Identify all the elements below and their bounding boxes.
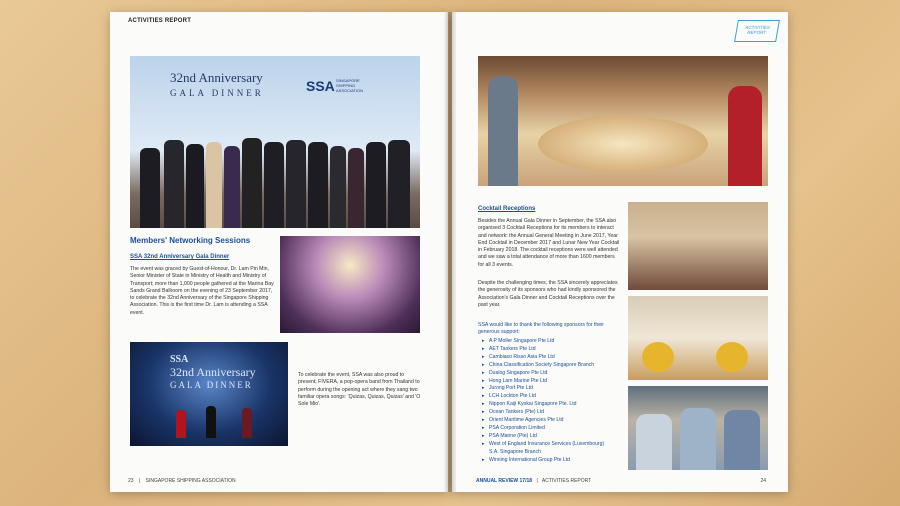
sponsor-thanks: SSA would like to thank the following sponsors for their generous support: — [478, 322, 605, 335]
sponsor-item: ▸ Jurong Port Pte Ltd — [482, 385, 609, 393]
cocktail-paragraph: Besides the Annual Gala Dinner in September, the SSA also organised 3 Cocktail Receptions for its members to interact and network: the Annual General Meeting in June 2017, Year End Cocktail in December 2017 and Lunar New Year Cocktail in February 2018. The cocktail receptions were well attended and we saw a total attendance of more than 1600 members for all 3 events. — [478, 218, 620, 268]
sponsors-paragraph: Despite the challenging times, the SSA sincerely appreciates the generosity of its sponsors who had kindly sponsored the Association's Gala Dinner and Cocktail Receptions over the past year. — [478, 280, 618, 308]
right-page-number: 24 — [760, 478, 766, 484]
sponsor-item: ▸ LCH Lockton Pte Ltd — [482, 393, 609, 401]
sponsor-item: ▸ Ocean Tankers (Pte) Ltd — [482, 409, 609, 417]
footer-section: ACTIVITIES REPORT — [541, 478, 592, 484]
sponsor-item: ▸ Cambiaso Risso Asia Pte Ltd — [482, 354, 609, 362]
sponsor-item: ▸ AET Tankers Pte Ltd — [482, 346, 609, 354]
sponsor-item: ▸ PSA Marine (Pte) Ltd — [482, 433, 609, 441]
cocktail-group-photo — [628, 202, 768, 290]
right-page — [452, 12, 788, 492]
sponsor-item: ▸ PSA Corporation Limited — [482, 425, 609, 433]
fivera-paragraph: To celebrate the event, SSA was also proud to present, FIVERA, a pop-opera band from Thailand to perform during the opening act where they sang two familiar opera songs: 'Quizas, Quizas, Quizas' and 'O Sole Mio'. — [298, 372, 421, 408]
group-of-people — [130, 128, 420, 228]
sponsor-item: ▸ A P Moller Singapore Pte Ltd — [482, 338, 609, 346]
gala-group-photo — [130, 56, 420, 228]
sponsor-item: ▸ Nippon Kaiji Kyokai Singapore Pte. Ltd — [482, 401, 609, 409]
three-guests-photo — [628, 386, 768, 470]
footer-label: ANNUAL REVIEW 17/18 — [476, 478, 533, 484]
stage-banner-logo: SSA — [170, 354, 189, 365]
lion-dance-photo — [628, 296, 768, 380]
sponsor-item: ▸ West of England Insurance Services (Luxembourg) S.A. Singapore Branch — [482, 441, 609, 457]
stage-performance-photo — [130, 342, 288, 446]
sponsor-item: ▸ Dualog Singapore Pte Ltd — [482, 370, 609, 378]
gala-banner-line1: 32nd Anniversary — [170, 70, 263, 85]
sponsor-item: ▸ China Classification Society Singapore Branch — [482, 362, 609, 370]
page-number: 23 — [128, 478, 134, 484]
sponsor-item: ▸ Hong Lam Marine Pte Ltd — [482, 378, 609, 386]
sponsor-item: ▸ Winning International Group Pte Ltd — [482, 457, 609, 465]
lohei-toss-photo — [478, 56, 768, 186]
sponsor-item: ▸ Orient Maritime Agencies Pte Ltd — [482, 417, 609, 425]
gala-paragraph: The event was graced by Guest-of-Honour, Dr. Lam Pin Min, Senior Minister of State in Ministry of Health and Ministry of Transport; more than 1,000 people gathered at the Marina Bay Sands Grand Ballroom on the evening of 23 September 2017, to celebrate the 32nd Anniversary of the Singapore Shipping Association. This is the first time Dr. Lam is attending a SSA event. — [130, 266, 274, 316]
sponsor-list — [482, 338, 609, 465]
left-page — [110, 12, 448, 492]
right-page-footer: ANNUAL REVIEW 17/18 | ACTIVITIES REPORT — [476, 478, 592, 484]
cocktail-section-title: Cocktail Receptions — [478, 206, 536, 212]
ssa-logo: SSA — [306, 78, 335, 94]
section-title: Members' Networking Sessions — [130, 236, 251, 245]
ssa-logo-subtitle: SINGAPORE SHIPPING ASSOCIATION — [336, 78, 364, 93]
page-footer: 23 | SINGAPORE SHIPPING ASSOCIATION — [128, 478, 236, 484]
gala-banner-title — [170, 70, 264, 98]
stage-banner-line1: 32nd Anniversary — [170, 365, 256, 379]
ballroom-photo — [280, 236, 420, 333]
book-gutter — [444, 12, 456, 492]
gala-subsection-title: SSA 32nd Anniversary Gala Dinner — [130, 254, 230, 260]
footer-text: SINGAPORE SHIPPING ASSOCIATION — [145, 478, 236, 484]
stage-banner — [170, 354, 256, 390]
gala-banner-line2: GALA DINNER — [170, 88, 264, 98]
stage-banner-line2: GALA DINNER — [170, 380, 253, 390]
page-header: ACTIVITIES REPORT — [128, 18, 192, 24]
activities-report-badge: ACTIVITIES REPORT — [734, 20, 780, 42]
